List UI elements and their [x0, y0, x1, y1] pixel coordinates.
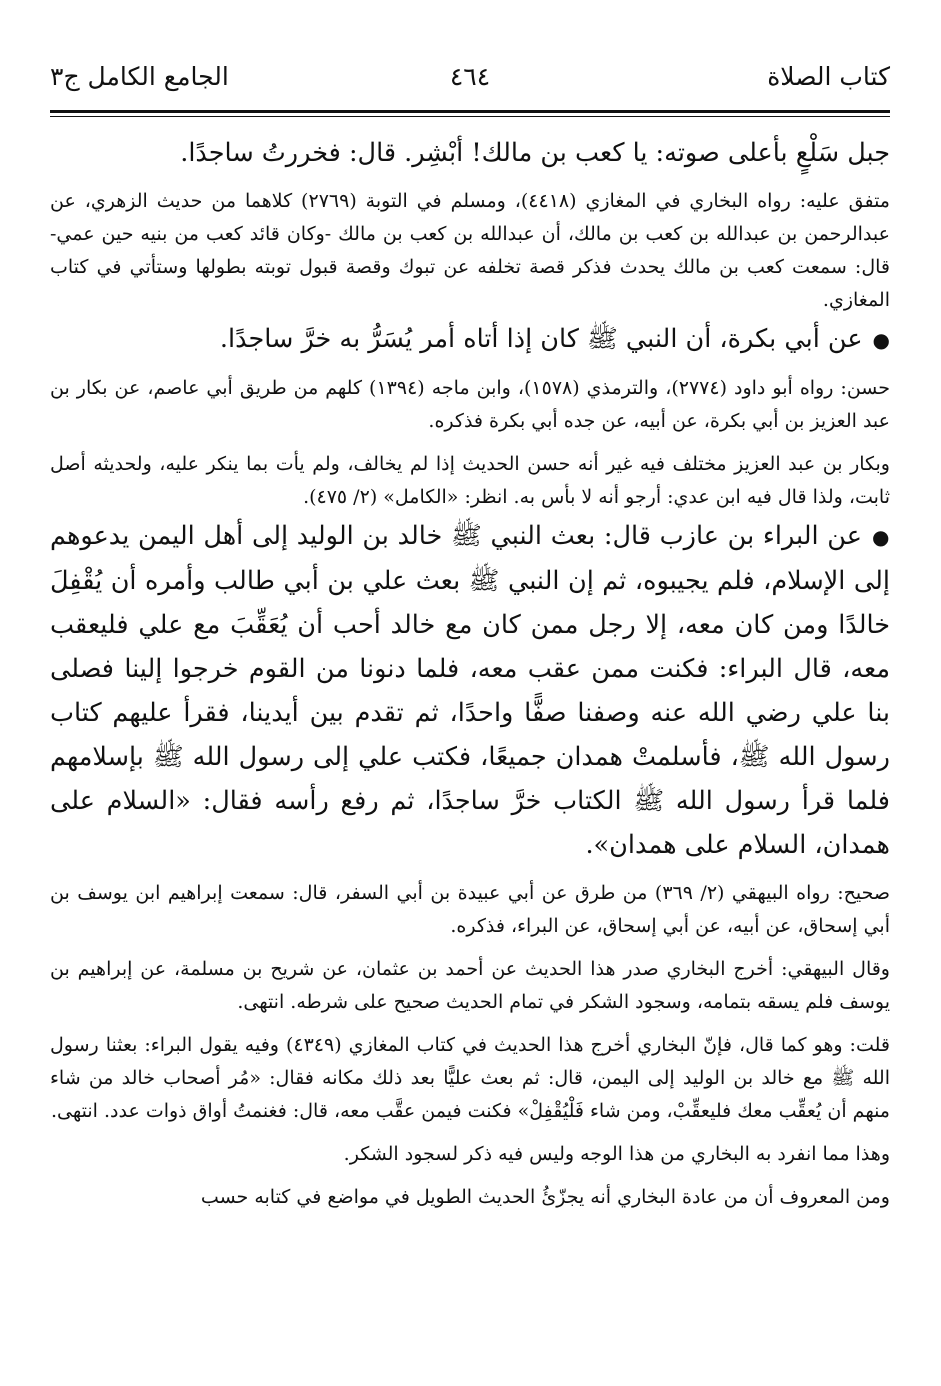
paragraph-text: حسن: رواه أبو داود (٢٧٧٤)، والترمذي (١٥٧٨)، وابن ماجه (١٣٩٤) كلهم من طريق أبي عاصم، عن بكار بن عبد العزيز بن أبي بكرة، عن أبيه، عن جده أبي بكرة فذكره. — [50, 377, 890, 432]
hadith-paragraph — [50, 514, 890, 867]
hadith-paragraph — [50, 131, 890, 175]
paragraph-text: قلت: وهو كما قال، فإنّ البخاري أخرج هذا الحديث في كتاب المغازي (٤٣٤٩) وفيه يقول البراء: بعثنا رسول الله ﷺ مع خالد بن الوليد إلى اليمن، قال: ثم بعث عليًّا بعد ذلك مكانه فقال: «مُر أصحاب خالد من شاء منهم أن يُعقِّب معك فليعقِّبْ، ومن شاء فَلْيُقْفِلْ» فكنت فيمن عقَّب معه، قال: فغنمتُ أواق ذوات عدد. انتهى. — [50, 1034, 890, 1122]
paragraph-text: ومن المعروف أن من عادة البخاري أنه يجزّئُ الحديث الطويل في مواضع في كتابه حسب — [200, 1186, 890, 1208]
hadith-paragraph — [50, 317, 890, 362]
document-page — [50, 62, 890, 1214]
header-rule-thick — [50, 110, 890, 113]
commentary-paragraph — [50, 448, 890, 514]
commentary-paragraph — [50, 1138, 890, 1171]
paragraph-text: صحيح: رواه البيهقي (٢/ ٣٦٩) من طرق عن أبي عبيدة بن أبي السفر، قال: سمعت إبراهيم ابن يوسف بن أبي إسحاق، عن أبيه، عن أبي إسحاق، عن البراء، فذكره. — [50, 882, 890, 937]
commentary-paragraph — [50, 953, 890, 1019]
header-rule-thin — [50, 116, 890, 117]
bullet-icon: ● — [871, 525, 890, 549]
bullet-icon: ● — [872, 328, 890, 352]
commentary-paragraph — [50, 372, 890, 438]
paragraph-text: عن أبي بكرة، أن النبي ﷺ كان إذا أتاه أمر يُسَرُّ به خرَّ ساجدًا. — [219, 324, 863, 354]
commentary-paragraph — [50, 1029, 890, 1128]
commentary-paragraph — [50, 877, 890, 943]
commentary-paragraph — [50, 1181, 890, 1214]
paragraph-text: عن البراء بن عازب قال: بعث النبي ﷺ خالد بن الوليد إلى أهل اليمن يدعوهم إلى الإسلام، فلم يجيبوه، ثم إن النبي ﷺ بعث علي بن أبي طالب وأمره أن يُقْفِلَ خالدًا ومن كان معه، إلا رجل ممن كان مع خالد أحب أن يُعَقِّبَ مع علي فليعقب معه، قال البراء: فكنت ممن عقب معه، فلما دنونا من القوم خرجوا إلينا فصلى بنا علي رضي الله عنه وصفنا صفًّا واحدًا، ثم تقدم بين أيدينا، فقرأ عليهم كتاب رسول الله ﷺ، فأسلمتْ همدان جميعًا، فكتب علي إلى رسول الله ﷺ بإسلامهم فلما قرأ رسول الله ﷺ الكتاب خرَّ ساجدًا، ثم رفع رأسه فقال: «السلام على همدان، السلام على همدان». — [50, 521, 890, 860]
paragraph-text: متفق عليه: رواه البخاري في المغازي (٤٤١٨)، ومسلم في التوبة (٢٧٦٩) كلاهما من حديث الزهري، عن عبدالرحمن بن عبدالله بن كعب بن مالك، أن عبدالله بن كعب بن مالك -وكان قائد كعب من بنيه حين عمي- قال: سمعت كعب بن مالك يحدث فذكر قصة تخلفه عن تبوك وقصة قبول توبته بطولها وستأتي في كتاب المغازي. — [50, 190, 890, 311]
page-number: ٤٦٤ — [449, 62, 491, 91]
commentary-paragraph — [50, 185, 890, 317]
page-header — [50, 62, 890, 108]
paragraph-text: جبل سَلْعٍ بأعلى صوته: يا كعب بن مالك! أبْشِر. قال: فخررتُ ساجدًا. — [180, 138, 890, 168]
paragraph-text: وهذا مما انفرد به البخاري من هذا الوجه وليس فيه ذكر لسجود الشكر. — [343, 1143, 890, 1165]
paragraph-text: وبكار بن عبد العزيز مختلف فيه غير أنه حسن الحديث إذا لم يخالف، ولم يأت بما ينكر عليه، ولحديثه أصل ثابت، ولذا قال فيه ابن عدي: أرجو أنه لا بأس به. انظر: «الكامل» (٢/ ٤٧٥). — [50, 453, 890, 508]
book-title: كتاب الصلاة — [767, 62, 890, 91]
chapter-title: الجامع الكامل ج٣ — [50, 62, 229, 91]
paragraph-text: وقال البيهقي: أخرج البخاري صدر هذا الحديث عن أحمد بن عثمان، عن شريح بن مسلمة، عن إبراهيم بن يوسف فلم يسقه بتمامه، وسجود الشكر في تمام الحديث صحيح على شرطه. انتهى. — [50, 958, 890, 1013]
page-body — [50, 131, 890, 1214]
